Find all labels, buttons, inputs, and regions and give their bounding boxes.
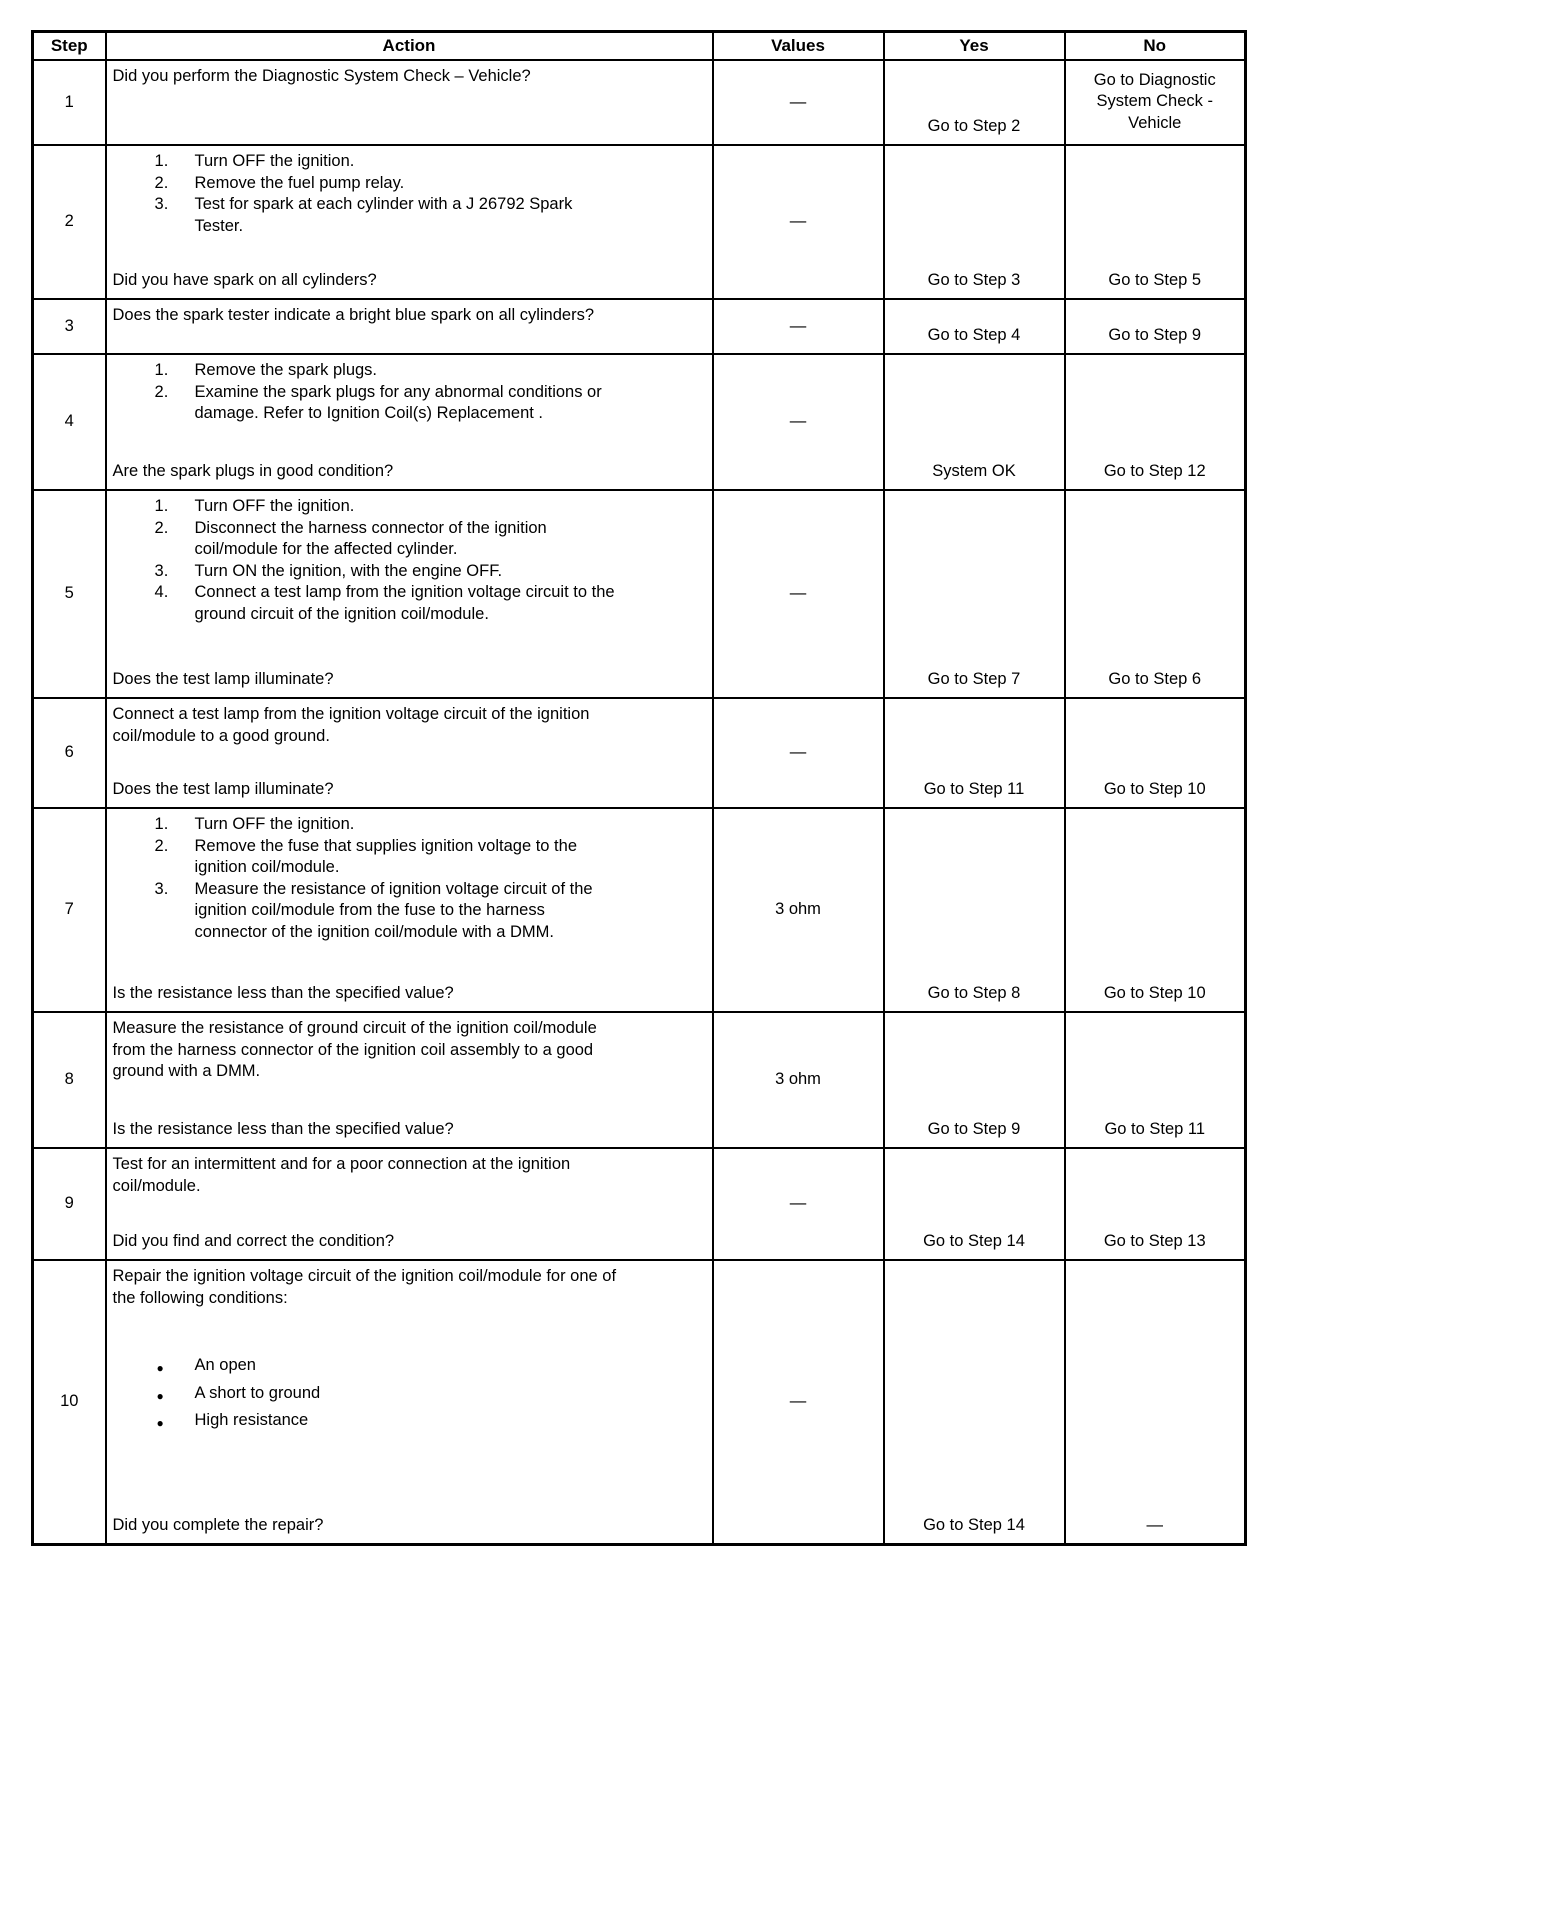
yes-cell: System OK [884,354,1065,490]
action-content [113,151,704,291]
action-question: Is the resistance less than the specified value? [112,1119,454,1138]
action-numbered-list [113,360,619,425]
action-intro: Does the spark tester indicate a bright blue spark on all cylinders? [112,306,595,324]
no-cell: Go to Step 5 [1065,145,1246,299]
no-cell: Go to Diagnostic System Check - Vehicle [1065,60,1246,145]
table-row [33,354,1246,490]
action-content [113,1154,704,1252]
values-cell: — [713,60,884,145]
action-list-item: Examine the spark plugs for any abnormal conditions or damage. Refer to Ignition Coil(s) Replacement . [194,382,602,422]
step-cell: 4 [33,354,106,490]
action-list-item: Remove the fuse that supplies ignition voltage to the ignition coil/module. [194,836,577,876]
action-question: Does the test lamp illuminate? [112,779,334,798]
col-header-step: Step [33,32,106,61]
action-cell [106,354,713,490]
action-cell [106,1012,713,1148]
action-intro: Did you perform the Diagnostic System Check – Vehicle? [112,67,531,85]
no-cell: Go to Step 11 [1065,1012,1246,1148]
table-row [33,1260,1246,1545]
values-cell: — [713,299,884,354]
action-bullet-item: ● High resistance [113,1410,619,1432]
step-cell: 6 [33,698,106,808]
yes-cell: Go to Step 8 [884,808,1065,1012]
action-cell [106,808,713,1012]
action-cell [106,60,713,145]
no-cell: Go to Step 12 [1065,354,1246,490]
action-list-item: Remove the spark plugs. [194,361,378,379]
col-header-yes: Yes [884,32,1065,61]
action-intro: Connect a test lamp from the ignition voltage circuit of the ignition coil/module to a good ground. [112,705,590,745]
action-intro: Repair the ignition voltage circuit of the ignition coil/module for one of the following conditions: [112,1267,617,1307]
no-cell: Go to Step 10 [1065,808,1246,1012]
table-row [33,145,1246,299]
action-list-item: Test for spark at each cylinder with a J 26792 Spark Tester. [194,195,573,235]
values-cell: — [713,698,884,808]
values-cell: — [713,145,884,299]
step-cell: 2 [33,145,106,299]
action-question: Did you find and correct the condition? [112,1231,395,1250]
action-cell [106,299,713,354]
action-intro: Test for an intermittent and for a poor connection at the ignition coil/module. [112,1155,571,1195]
action-question: Are the spark plugs in good condition? [112,461,394,480]
action-list-item: Turn ON the ignition, with the engine OFF. [194,561,503,580]
values-cell: — [713,490,884,698]
action-question: Did you have spark on all cylinders? [112,270,377,289]
col-header-action: Action [106,32,713,61]
action-cell [106,1260,713,1545]
yes-cell: Go to Step 3 [884,145,1065,299]
no-cell: — [1065,1260,1246,1545]
table-row [33,299,1246,354]
yes-cell: Go to Step 7 [884,490,1065,698]
values-cell: — [713,1148,884,1260]
action-content [113,1266,704,1536]
action-numbered-list [113,496,619,625]
no-cell: Go to Step 10 [1065,698,1246,808]
action-content [113,496,704,690]
step-cell: 7 [33,808,106,1012]
action-bullet-list [113,1355,619,1438]
action-content [113,704,704,800]
action-list-item: Measure the resistance of ignition voltage circuit of the ignition coil/module from the fuse to the harness connector of the ignition coil/module with a DMM. [194,879,593,941]
step-cell: 5 [33,490,106,698]
yes-cell: Go to Step 11 [884,698,1065,808]
table-row [33,60,1246,145]
yes-cell: Go to Step 2 [884,60,1065,145]
step-cell: 8 [33,1012,106,1148]
table-row [33,808,1246,1012]
action-list-item: Turn OFF the ignition. [194,815,355,833]
header-row [33,32,1246,61]
action-list-item: Remove the fuel pump relay. [194,173,405,192]
action-numbered-list [113,151,619,237]
table-row [33,698,1246,808]
action-bullet-item: ● A short to ground [113,1383,619,1405]
table-row [33,1012,1246,1148]
no-cell: Go to Step 6 [1065,490,1246,698]
action-intro: Measure the resistance of ground circuit of the ignition coil/module from the harness connector of the ignition coil assembly to a good ground with a DMM. [112,1019,597,1080]
action-cell [106,490,713,698]
action-list-item: Connect a test lamp from the ignition voltage circuit to the ground circuit of the ignition coil/module. [194,583,615,623]
action-content [113,1018,704,1140]
no-cell: Go to Step 13 [1065,1148,1246,1260]
action-list-item: Disconnect the harness connector of the ignition coil/module for the affected cylinder. [194,518,547,558]
table-body [33,60,1246,1545]
action-content [113,66,704,137]
values-cell: 3 ohm [713,808,884,1012]
values-cell: — [713,1260,884,1545]
action-question: Did you complete the repair? [112,1515,324,1534]
step-cell: 1 [33,60,106,145]
no-cell: Go to Step 9 [1065,299,1246,354]
action-cell [106,145,713,299]
action-content [113,360,704,482]
step-cell: 3 [33,299,106,354]
table-row [33,1148,1246,1260]
action-question: Does the test lamp illuminate? [112,669,334,688]
action-bullet-item: ● An open [113,1355,619,1377]
values-cell: — [713,354,884,490]
yes-cell: Go to Step 14 [884,1260,1065,1545]
col-header-values: Values [713,32,884,61]
action-content [113,814,704,1004]
col-header-no: No [1065,32,1246,61]
action-content [113,305,704,346]
diagnostic-table [31,30,1247,1546]
yes-cell: Go to Step 14 [884,1148,1065,1260]
action-cell [106,698,713,808]
table-row [33,490,1246,698]
action-list-item: Turn OFF the ignition. [194,497,355,515]
yes-cell: Go to Step 9 [884,1012,1065,1148]
yes-cell: Go to Step 4 [884,299,1065,354]
values-cell: 3 ohm [713,1012,884,1148]
action-cell [106,1148,713,1260]
step-cell: 9 [33,1148,106,1260]
action-question: Is the resistance less than the specified value? [112,983,454,1002]
action-list-item: Turn OFF the ignition. [194,152,355,170]
action-numbered-list [113,814,619,943]
step-cell: 10 [33,1260,106,1545]
